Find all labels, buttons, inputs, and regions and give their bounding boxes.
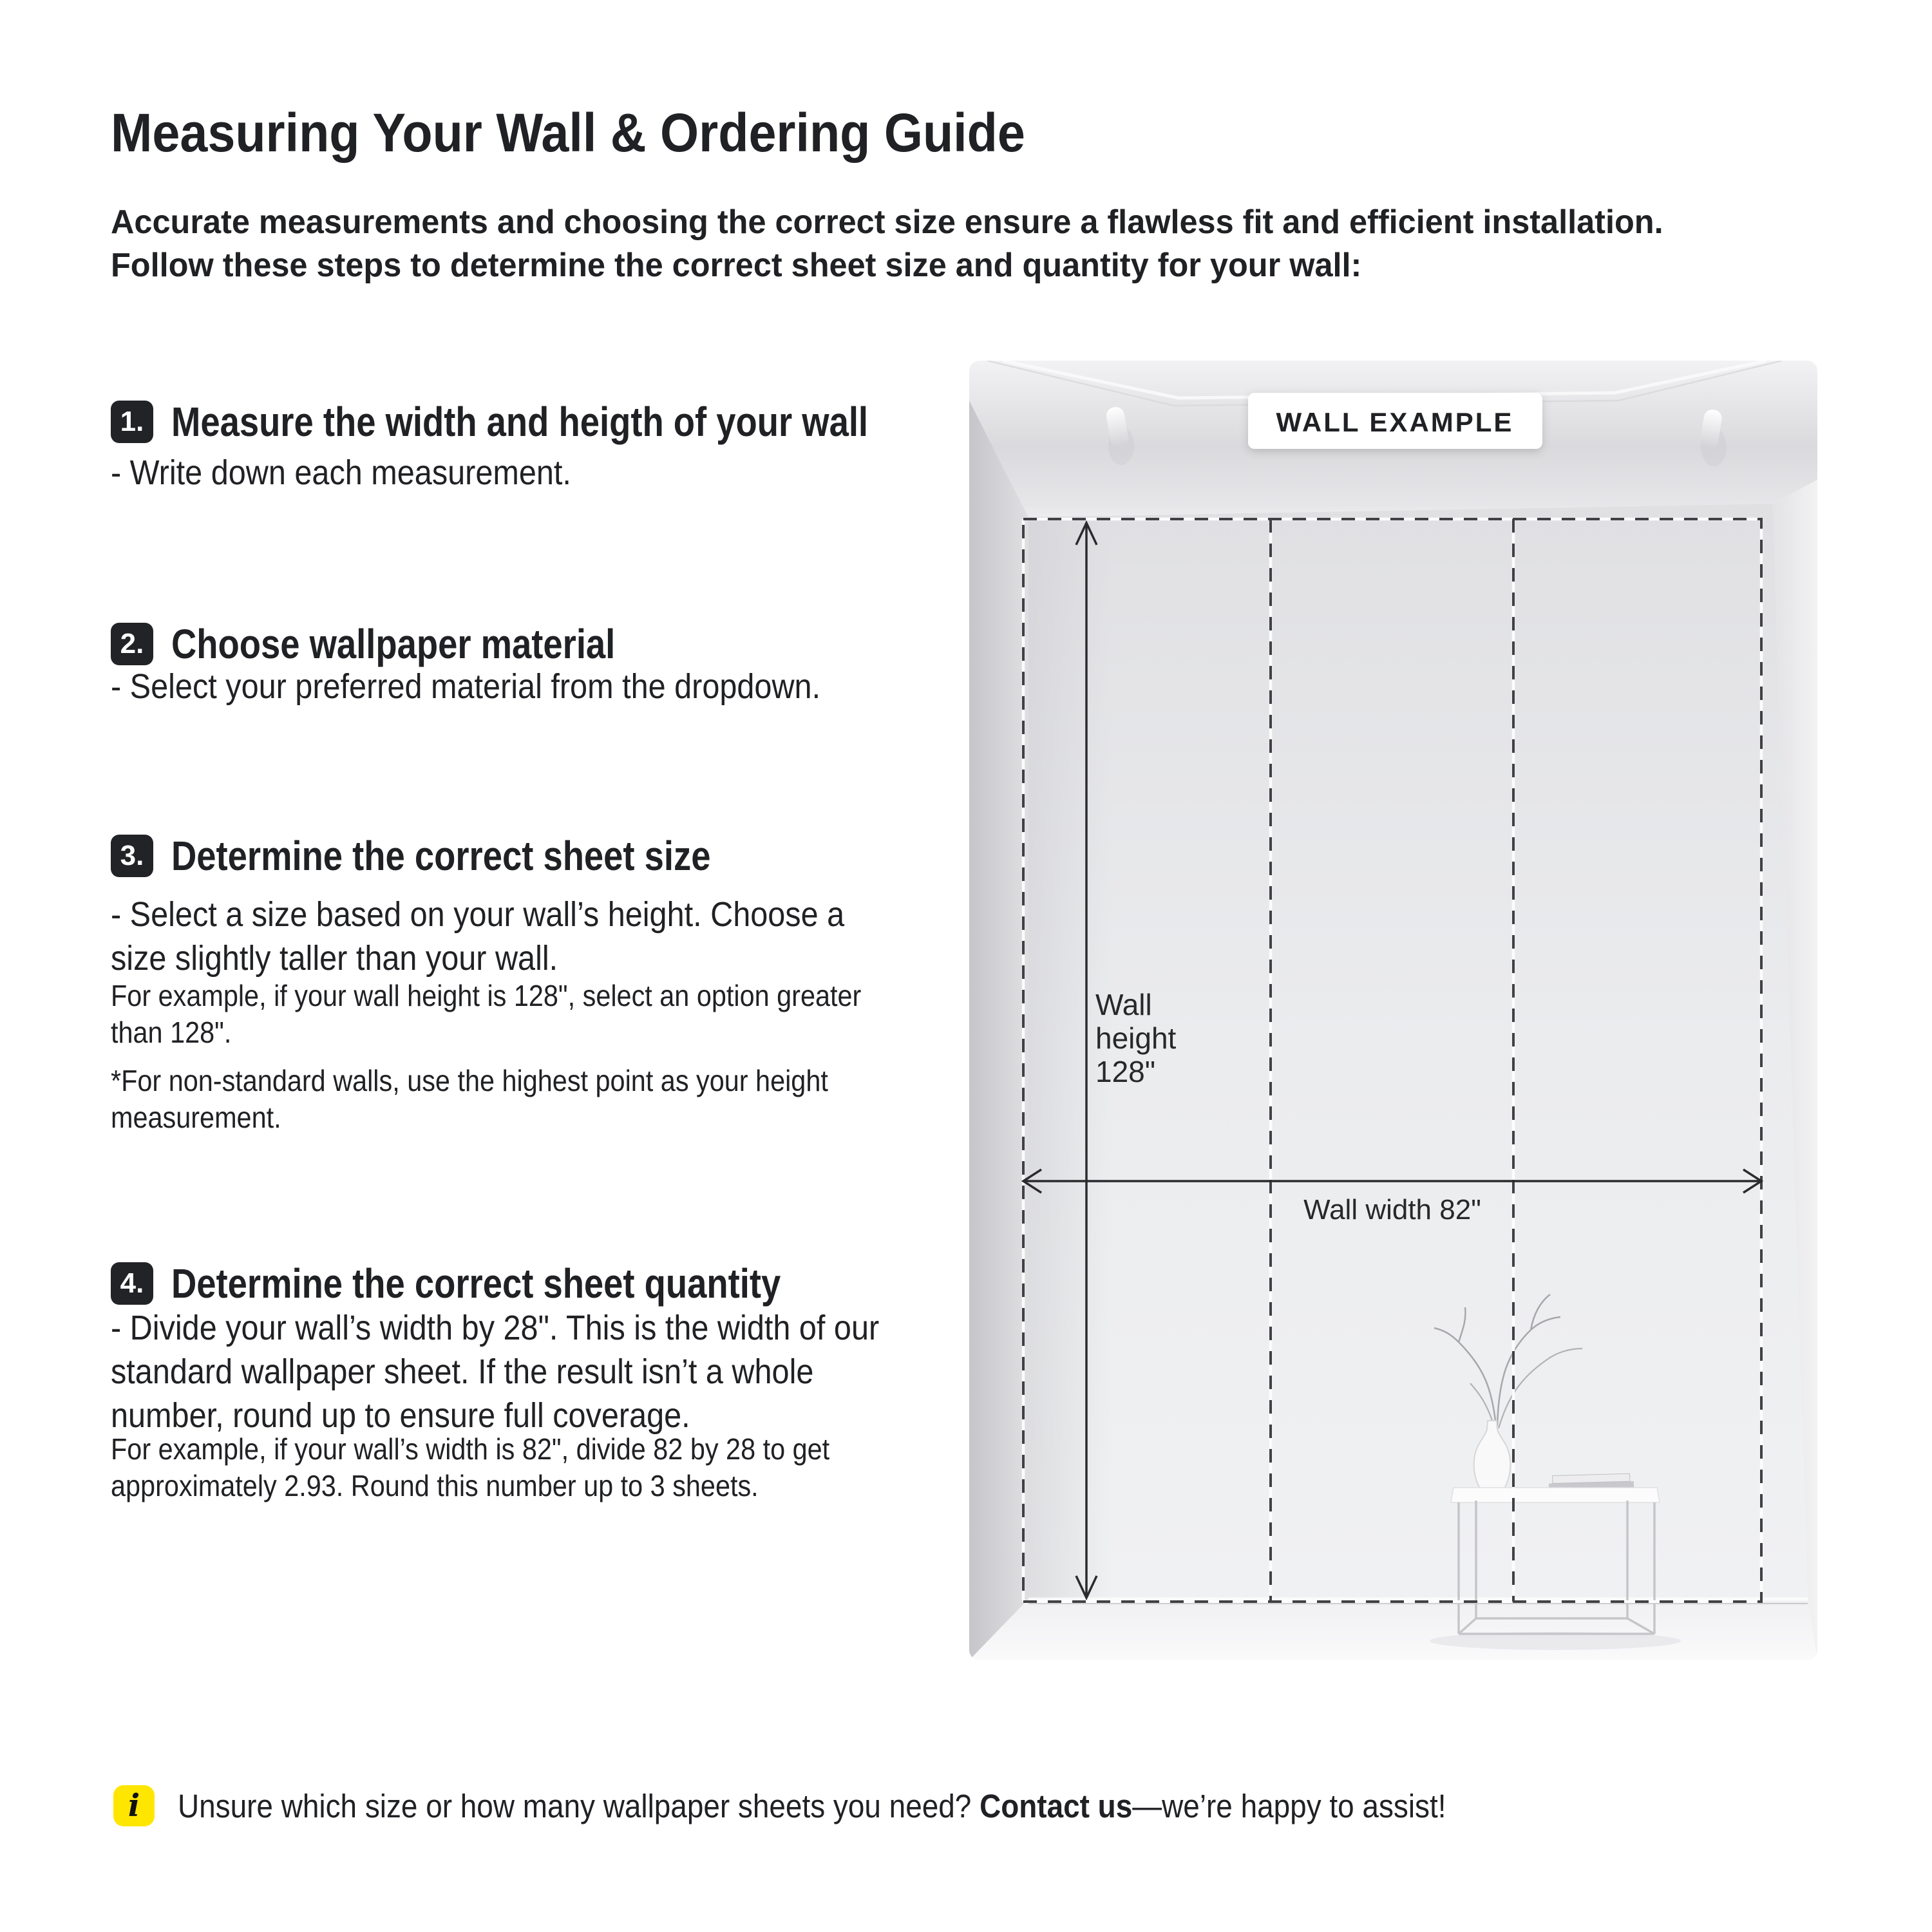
footer-note (113, 1785, 1587, 1826)
step-1-body: - Write down each measurement. (111, 453, 571, 492)
step-3-number-badge: 3. (111, 835, 153, 877)
step-1-number-badge: 1. (111, 401, 153, 443)
step-3-note: *For non-standard walls, use the highest point as your height measurement. (111, 1064, 828, 1134)
info-icon: i (113, 1785, 155, 1826)
step-3-example: For example, if your wall height is 128", select an option greater than 128". (111, 979, 862, 1049)
svg-text:height: height (1095, 1021, 1177, 1055)
step-3 (111, 832, 806, 880)
wall-example-image (969, 361, 1817, 1660)
step-4-number-badge: 4. (111, 1262, 153, 1305)
footer-text (178, 1787, 1446, 1825)
wall-example-label: WALL EXAMPLE (1276, 407, 1514, 437)
step-1-heading: Measure the width and heigth of your wall (171, 399, 869, 445)
room-illustration (969, 361, 1817, 1660)
svg-text:Wall: Wall (1095, 988, 1152, 1021)
table-top (1451, 1488, 1660, 1502)
room-floor (969, 1599, 1817, 1660)
step-1 (111, 398, 991, 446)
step-2-heading: Choose wallpaper material (171, 621, 616, 667)
intro-text (111, 201, 1663, 287)
footer-text-after: —we’re happy to assist! (1132, 1787, 1446, 1824)
svg-text:128": 128" (1095, 1055, 1156, 1088)
step-4-example: For example, if your wall’s width is 82", divide 82 by 28 to get approximately 2.93. Round this number up to 3 sheets. (111, 1432, 830, 1502)
step-4 (111, 1260, 888, 1307)
step-2 (111, 620, 694, 668)
room-left-wall (969, 401, 1028, 1660)
footer-text-before: Unsure which size or how many wallpaper sheets you need? (178, 1787, 980, 1824)
contact-us-link[interactable]: Contact us (980, 1787, 1133, 1824)
step-3-body: - Select a size based on your wall’s height. Choose a size slightly taller than your wall. (111, 895, 845, 978)
page-title: Measuring Your Wall & Ordering Guide (111, 102, 1025, 163)
step-2-number-badge: 2. (111, 623, 153, 665)
intro-line: Accurate measurements and choosing the correct size ensure a flawless fit and efficient installation. (111, 204, 1663, 241)
wall-width-label: Wall width 82" (1303, 1194, 1481, 1226)
book (1553, 1473, 1630, 1483)
step-4-heading: Determine the correct sheet quantity (171, 1260, 781, 1307)
step-2-body: - Select your preferred material from the dropdown. (111, 667, 821, 706)
step-4-body: - Divide your wall’s width by 28". This is the width of our standard wallpaper sheet. If the result isn’t a whole number, round up to ensure full coverage. (111, 1309, 880, 1435)
step-3-heading: Determine the correct sheet size (171, 833, 711, 879)
intro-line: Follow these steps to determine the correct sheet size and quantity for your wall: (111, 247, 1362, 284)
